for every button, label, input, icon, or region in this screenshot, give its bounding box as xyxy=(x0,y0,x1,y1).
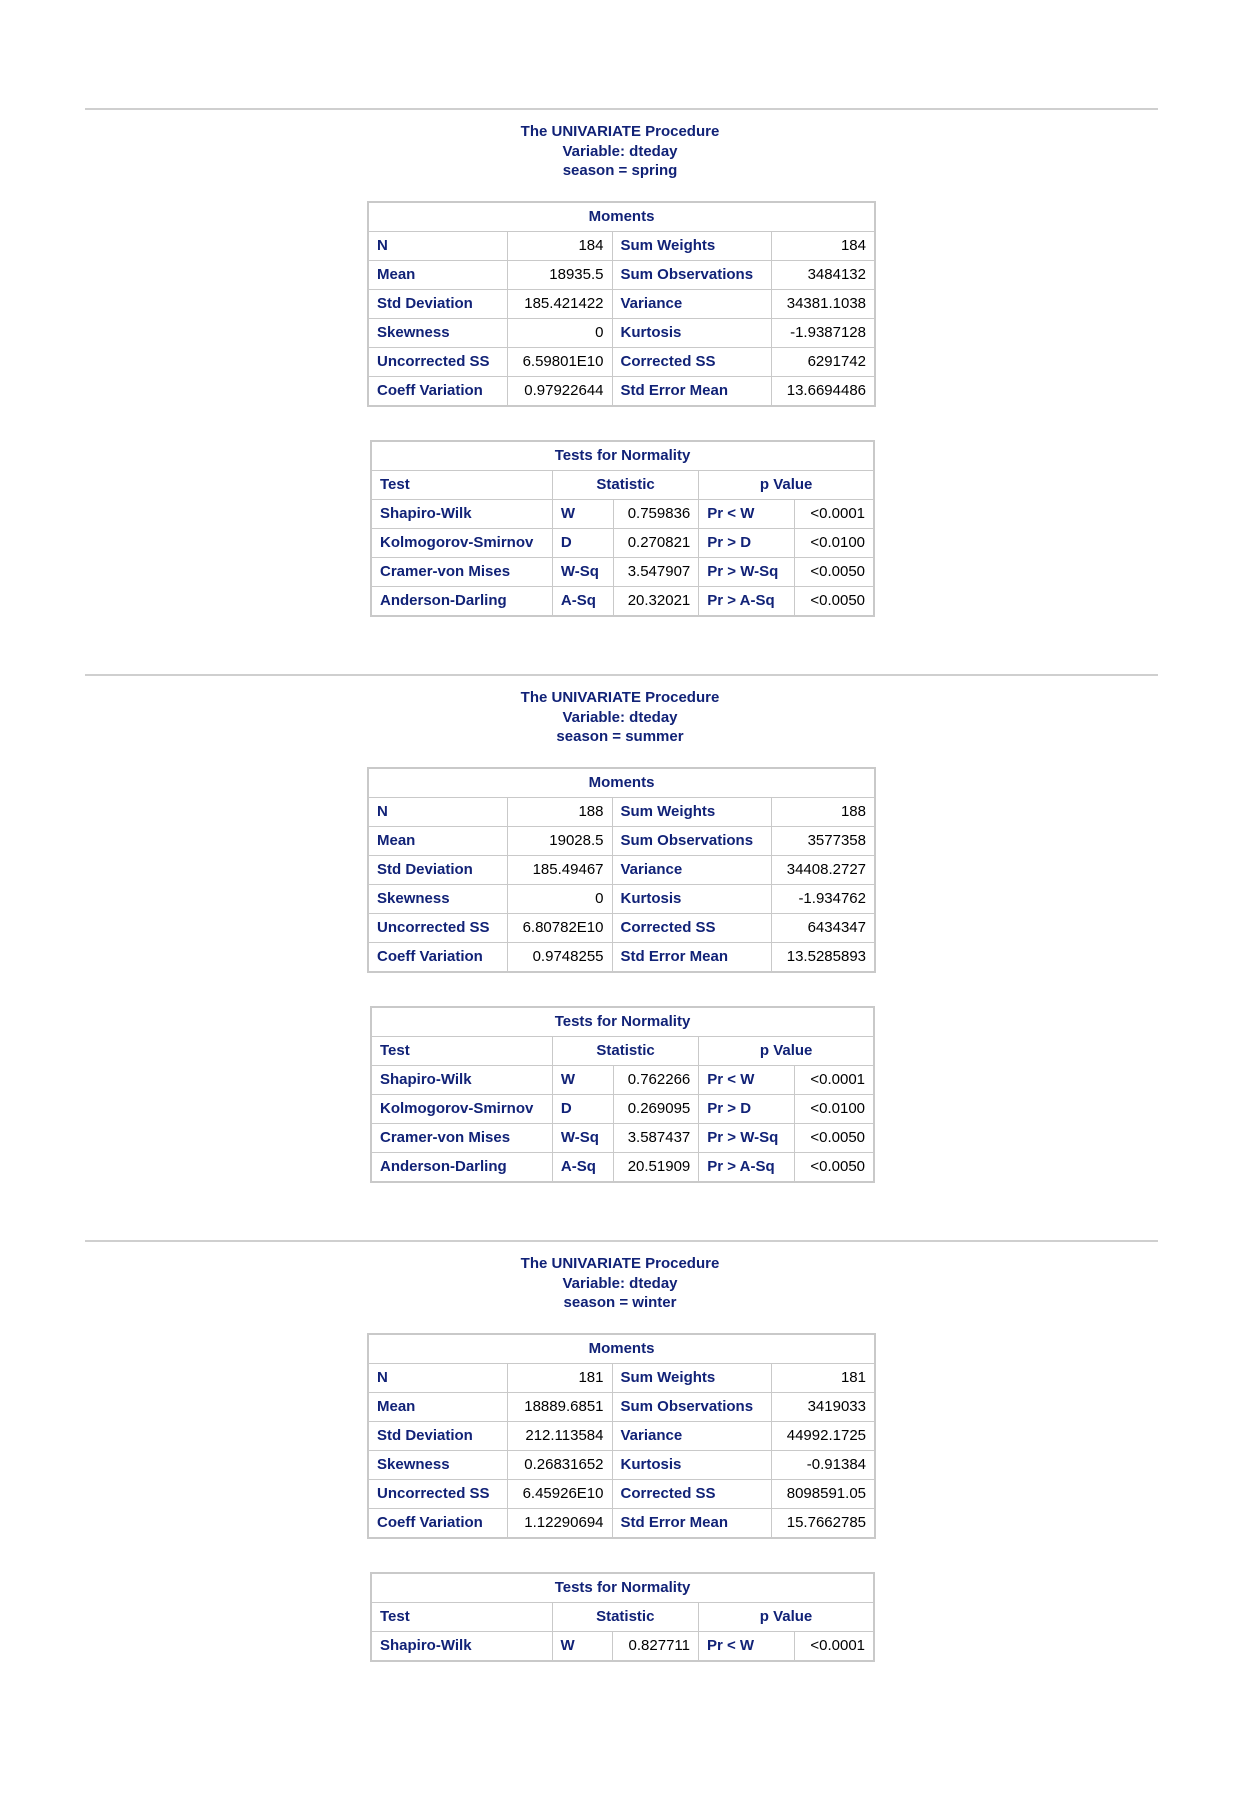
stat-label: Sum Observations xyxy=(612,1393,771,1422)
stat-value: 18889.6851 xyxy=(507,1393,612,1422)
procedure-title: The UNIVARIATE Procedure xyxy=(520,1255,720,1272)
pvalue-label: Pr > W-Sq xyxy=(699,558,795,587)
table-row xyxy=(371,1066,874,1095)
moments-table xyxy=(367,201,876,407)
stat-value: 15.7662785 xyxy=(771,1509,875,1539)
statistic-value: 3.547907 xyxy=(613,558,699,587)
stat-value: 3484132 xyxy=(771,261,875,290)
column-header-pvalue: p Value xyxy=(699,1603,875,1632)
table-row xyxy=(368,885,875,914)
stat-label: Coeff Variation xyxy=(368,1509,507,1539)
table-row xyxy=(368,1422,875,1451)
pvalue-value: <0.0050 xyxy=(794,558,874,587)
table-row xyxy=(371,587,874,617)
stat-value: 0 xyxy=(507,319,612,348)
moments-heading: Moments xyxy=(368,202,875,232)
column-header-pvalue: p Value xyxy=(699,1037,874,1066)
stat-value: 1.12290694 xyxy=(507,1509,612,1539)
normality-heading: Tests for Normality xyxy=(371,1007,874,1037)
table-row xyxy=(371,1095,874,1124)
table-row xyxy=(368,1451,875,1480)
pvalue-label: Pr > W-Sq xyxy=(699,1124,795,1153)
stat-label: Coeff Variation xyxy=(368,943,507,973)
column-header-row xyxy=(371,1037,874,1066)
table-row xyxy=(368,798,875,827)
procedure-title: The UNIVARIATE Procedure xyxy=(520,123,720,140)
procedure-titles xyxy=(0,688,1240,747)
table-header-row xyxy=(371,441,874,471)
stat-value: 188 xyxy=(771,798,875,827)
section-divider xyxy=(85,674,1158,676)
table-row xyxy=(368,377,875,407)
pvalue-label: Pr < W xyxy=(699,1632,795,1662)
table-row xyxy=(371,1632,874,1662)
statistic-value: 0.270821 xyxy=(613,529,699,558)
column-header-statistic: Statistic xyxy=(552,1603,698,1632)
statistic-value: 0.827711 xyxy=(613,1632,699,1662)
stat-label: Corrected SS xyxy=(612,914,771,943)
variable-title: Variable: dteday xyxy=(562,708,678,726)
column-header-test: Test xyxy=(371,1037,552,1066)
stat-label: Corrected SS xyxy=(612,348,771,377)
statistic-symbol: W-Sq xyxy=(552,558,613,587)
table-row xyxy=(371,529,874,558)
output-section xyxy=(0,674,1240,1234)
moments-table xyxy=(367,1333,876,1539)
table-row xyxy=(368,856,875,885)
column-header-test: Test xyxy=(371,1603,552,1632)
stat-label: Sum Weights xyxy=(612,798,771,827)
stat-label: Mean xyxy=(368,261,507,290)
table-row xyxy=(368,914,875,943)
table-row xyxy=(368,827,875,856)
stat-value: 0.97922644 xyxy=(507,377,612,407)
stat-value: 212.113584 xyxy=(507,1422,612,1451)
group-title: season = summer xyxy=(556,728,684,745)
stat-value: 0.26831652 xyxy=(507,1451,612,1480)
variable-title: Variable: dteday xyxy=(562,1274,678,1292)
statistic-value: 3.587437 xyxy=(613,1124,699,1153)
normality-table xyxy=(370,440,875,617)
stat-label: Std Deviation xyxy=(368,1422,507,1451)
stat-value: 13.6694486 xyxy=(771,377,875,407)
moments-heading: Moments xyxy=(368,1334,875,1364)
pvalue-label: Pr > A-Sq xyxy=(699,587,795,617)
procedure-titles xyxy=(0,122,1240,181)
statistic-symbol: W xyxy=(552,500,613,529)
statistic-value: 0.759836 xyxy=(613,500,699,529)
table-row xyxy=(368,1509,875,1539)
stat-label: Sum Observations xyxy=(612,827,771,856)
stat-label: Uncorrected SS xyxy=(368,914,507,943)
stat-label: Variance xyxy=(612,1422,771,1451)
test-name: Cramer-von Mises xyxy=(371,1124,552,1153)
pvalue-value: <0.0050 xyxy=(794,587,874,617)
stat-value: 184 xyxy=(771,232,875,261)
statistic-symbol: D xyxy=(552,1095,613,1124)
stat-value: 13.5285893 xyxy=(771,943,875,973)
stat-label: Corrected SS xyxy=(612,1480,771,1509)
pvalue-value: <0.0050 xyxy=(794,1153,874,1183)
stat-label: Variance xyxy=(612,856,771,885)
stat-label: Mean xyxy=(368,827,507,856)
statistic-symbol: W-Sq xyxy=(552,1124,613,1153)
stat-value: 44992.1725 xyxy=(771,1422,875,1451)
moments-heading: Moments xyxy=(368,768,875,798)
stat-value: 6.45926E10 xyxy=(507,1480,612,1509)
table-row xyxy=(368,1480,875,1509)
stat-value: 6434347 xyxy=(771,914,875,943)
stat-value: 34381.1038 xyxy=(771,290,875,319)
table-row xyxy=(371,1124,874,1153)
stat-value: 19028.5 xyxy=(507,827,612,856)
stat-label: Skewness xyxy=(368,1451,507,1480)
stat-label: Uncorrected SS xyxy=(368,1480,507,1509)
variable-title: Variable: dteday xyxy=(562,142,678,160)
section-divider xyxy=(85,1240,1158,1242)
stat-label: Mean xyxy=(368,1393,507,1422)
stat-value: 185.421422 xyxy=(507,290,612,319)
group-title: season = winter xyxy=(563,1294,677,1311)
table-row xyxy=(371,500,874,529)
test-name: Cramer-von Mises xyxy=(371,558,552,587)
table-row xyxy=(368,290,875,319)
test-name: Shapiro-Wilk xyxy=(371,500,552,529)
stat-label: N xyxy=(368,798,507,827)
pvalue-label: Pr > D xyxy=(699,1095,795,1124)
table-row xyxy=(368,232,875,261)
pvalue-label: Pr < W xyxy=(699,1066,795,1095)
table-row xyxy=(371,558,874,587)
column-header-statistic: Statistic xyxy=(552,1037,698,1066)
statistic-symbol: D xyxy=(552,529,613,558)
test-name: Anderson-Darling xyxy=(371,1153,552,1183)
table-row xyxy=(368,348,875,377)
statistic-value: 20.32021 xyxy=(613,587,699,617)
table-header-row xyxy=(368,1334,875,1364)
table-row xyxy=(368,261,875,290)
pvalue-value: <0.0100 xyxy=(794,529,874,558)
test-name: Anderson-Darling xyxy=(371,587,552,617)
stat-label: Skewness xyxy=(368,885,507,914)
group-title: season = spring xyxy=(562,162,678,179)
stat-value: 8098591.05 xyxy=(771,1480,875,1509)
stat-value: 184 xyxy=(507,232,612,261)
stat-value: -1.9387128 xyxy=(771,319,875,348)
stat-label: Std Error Mean xyxy=(612,1509,771,1539)
stat-value: -0.91384 xyxy=(771,1451,875,1480)
stat-value: 6291742 xyxy=(771,348,875,377)
statistic-value: 0.269095 xyxy=(613,1095,699,1124)
column-header-pvalue: p Value xyxy=(699,471,874,500)
stat-label: Sum Weights xyxy=(612,232,771,261)
test-name: Kolmogorov-Smirnov xyxy=(371,1095,552,1124)
stat-value: 3419033 xyxy=(771,1393,875,1422)
section-divider xyxy=(85,108,1158,110)
test-name: Shapiro-Wilk xyxy=(371,1066,552,1095)
moments-table xyxy=(367,767,876,973)
table-row xyxy=(368,319,875,348)
normality-heading: Tests for Normality xyxy=(371,441,874,471)
stat-value: 181 xyxy=(507,1364,612,1393)
statistic-value: 20.51909 xyxy=(613,1153,699,1183)
stat-label: Skewness xyxy=(368,319,507,348)
pvalue-value: <0.0001 xyxy=(794,1632,874,1662)
stat-label: Std Deviation xyxy=(368,856,507,885)
stat-label: Std Deviation xyxy=(368,290,507,319)
stat-value: 181 xyxy=(771,1364,875,1393)
statistic-symbol: W xyxy=(552,1632,613,1662)
table-row xyxy=(368,1393,875,1422)
stat-label: Variance xyxy=(612,290,771,319)
stat-value: -1.934762 xyxy=(771,885,875,914)
stat-value: 34408.2727 xyxy=(771,856,875,885)
stat-value: 18935.5 xyxy=(507,261,612,290)
table-header-row xyxy=(368,768,875,798)
stat-label: Std Error Mean xyxy=(612,943,771,973)
stat-label: N xyxy=(368,1364,507,1393)
stat-label: Kurtosis xyxy=(612,1451,771,1480)
normality-heading: Tests for Normality xyxy=(371,1573,874,1603)
output-section xyxy=(0,108,1240,668)
stat-value: 3577358 xyxy=(771,827,875,856)
table-header-row xyxy=(368,202,875,232)
stat-value: 0 xyxy=(507,885,612,914)
procedure-title: The UNIVARIATE Procedure xyxy=(520,689,720,706)
statistic-symbol: A-Sq xyxy=(552,587,613,617)
table-row xyxy=(371,1153,874,1183)
stat-label: Coeff Variation xyxy=(368,377,507,407)
normality-table xyxy=(370,1572,875,1662)
table-row xyxy=(368,943,875,973)
table-header-row xyxy=(371,1007,874,1037)
stat-label: Std Error Mean xyxy=(612,377,771,407)
pvalue-label: Pr > D xyxy=(699,529,795,558)
stat-value: 185.49467 xyxy=(507,856,612,885)
table-row xyxy=(368,1364,875,1393)
pvalue-value: <0.0001 xyxy=(794,500,874,529)
stat-value: 188 xyxy=(507,798,612,827)
table-header-row xyxy=(371,1573,874,1603)
normality-table xyxy=(370,1006,875,1183)
pvalue-label: Pr > A-Sq xyxy=(699,1153,795,1183)
column-header-statistic: Statistic xyxy=(552,471,698,500)
column-header-row xyxy=(371,471,874,500)
stat-label: Uncorrected SS xyxy=(368,348,507,377)
stat-value: 6.80782E10 xyxy=(507,914,612,943)
stat-label: Sum Observations xyxy=(612,261,771,290)
test-name: Shapiro-Wilk xyxy=(371,1632,552,1662)
statistic-value: 0.762266 xyxy=(613,1066,699,1095)
stat-label: Kurtosis xyxy=(612,319,771,348)
procedure-titles xyxy=(0,1254,1240,1313)
stat-label: N xyxy=(368,232,507,261)
stat-label: Kurtosis xyxy=(612,885,771,914)
pvalue-value: <0.0100 xyxy=(794,1095,874,1124)
pvalue-label: Pr < W xyxy=(699,500,795,529)
stat-value: 0.9748255 xyxy=(507,943,612,973)
pvalue-value: <0.0001 xyxy=(794,1066,874,1095)
test-name: Kolmogorov-Smirnov xyxy=(371,529,552,558)
stat-label: Sum Weights xyxy=(612,1364,771,1393)
statistic-symbol: A-Sq xyxy=(552,1153,613,1183)
column-header-test: Test xyxy=(371,471,552,500)
statistic-symbol: W xyxy=(552,1066,613,1095)
pvalue-value: <0.0050 xyxy=(794,1124,874,1153)
stat-value: 6.59801E10 xyxy=(507,348,612,377)
column-header-row xyxy=(371,1603,874,1632)
output-section xyxy=(0,1240,1240,1800)
